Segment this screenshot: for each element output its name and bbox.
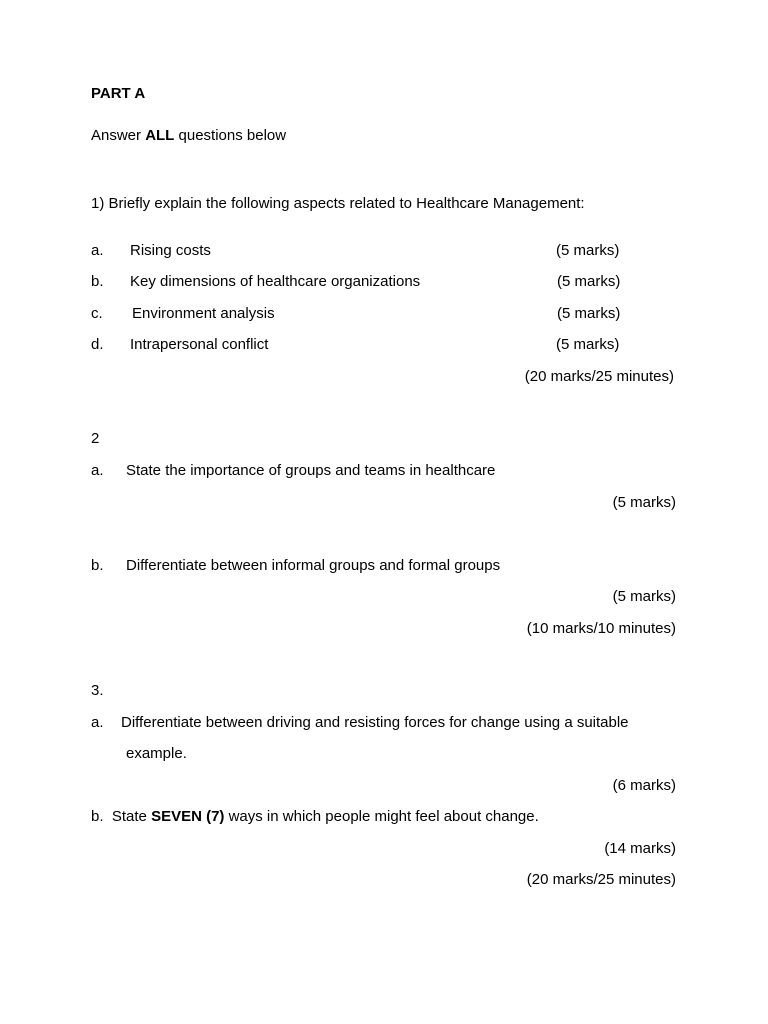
q3-item-a-line1: Differentiate between driving and resisting forces for change using a suitable bbox=[121, 714, 629, 731]
q3-item-a-letter: a. bbox=[91, 714, 104, 731]
q1-total: (20 marks/25 minutes) bbox=[524, 368, 674, 385]
part-title: PART A bbox=[91, 85, 146, 102]
q3-item-b-marks: (14 marks) bbox=[604, 840, 676, 857]
q2-item-b-marks: (5 marks) bbox=[612, 588, 676, 605]
q2-item-b-text: Differentiate between informal groups and formal groups bbox=[126, 557, 501, 574]
q1-item-d-text: Intrapersonal conflict bbox=[130, 336, 269, 353]
q1-item-a-text: Rising costs bbox=[130, 242, 211, 259]
q3-number: 3. bbox=[91, 682, 104, 699]
q3-item-b-prefix: State bbox=[111, 808, 152, 825]
q3-item-b bbox=[91, 808, 539, 826]
q1-item-d-letter: d. bbox=[91, 336, 104, 353]
q1-item-c-text: Environment analysis bbox=[132, 305, 275, 322]
instruction-suffix: questions below bbox=[174, 127, 287, 144]
q2-item-b-letter: b. bbox=[91, 557, 104, 574]
q2-total: (10 marks/10 minutes) bbox=[526, 620, 676, 637]
q2-item-a-marks: (5 marks) bbox=[612, 494, 676, 511]
q3-total: (20 marks/25 minutes) bbox=[526, 871, 676, 888]
q1-item-a-letter: a. bbox=[91, 242, 104, 259]
q2-number: 2 bbox=[91, 430, 100, 447]
instruction bbox=[91, 127, 286, 145]
q2-item-a-letter: a. bbox=[91, 462, 104, 479]
q2-item-a-text: State the importance of groups and teams in healthcare bbox=[126, 462, 496, 479]
q1-item-d-marks: (5 marks) bbox=[556, 336, 620, 353]
q1-prompt: 1) Briefly explain the following aspects related to Healthcare Management: bbox=[91, 195, 585, 212]
q1-item-c-marks: (5 marks) bbox=[557, 305, 621, 322]
q1-item-b-letter: b. bbox=[91, 273, 104, 290]
q3-item-a-marks: (6 marks) bbox=[612, 777, 676, 794]
q1-item-a-marks: (5 marks) bbox=[556, 242, 620, 259]
instruction-emphasis: ALL bbox=[145, 127, 175, 144]
q1-item-b-text: Key dimensions of healthcare organizations bbox=[130, 273, 421, 290]
q3-item-b-emphasis: SEVEN (7) bbox=[151, 808, 225, 825]
q1-item-c-letter: c. bbox=[91, 305, 103, 322]
q3-item-b-letter: b. bbox=[91, 808, 104, 825]
instruction-prefix: Answer bbox=[91, 127, 146, 144]
q1-item-b-marks: (5 marks) bbox=[557, 273, 621, 290]
q3-item-b-suffix: ways in which people might feel about change. bbox=[224, 808, 539, 825]
q3-item-a-line2: example. bbox=[126, 745, 187, 762]
